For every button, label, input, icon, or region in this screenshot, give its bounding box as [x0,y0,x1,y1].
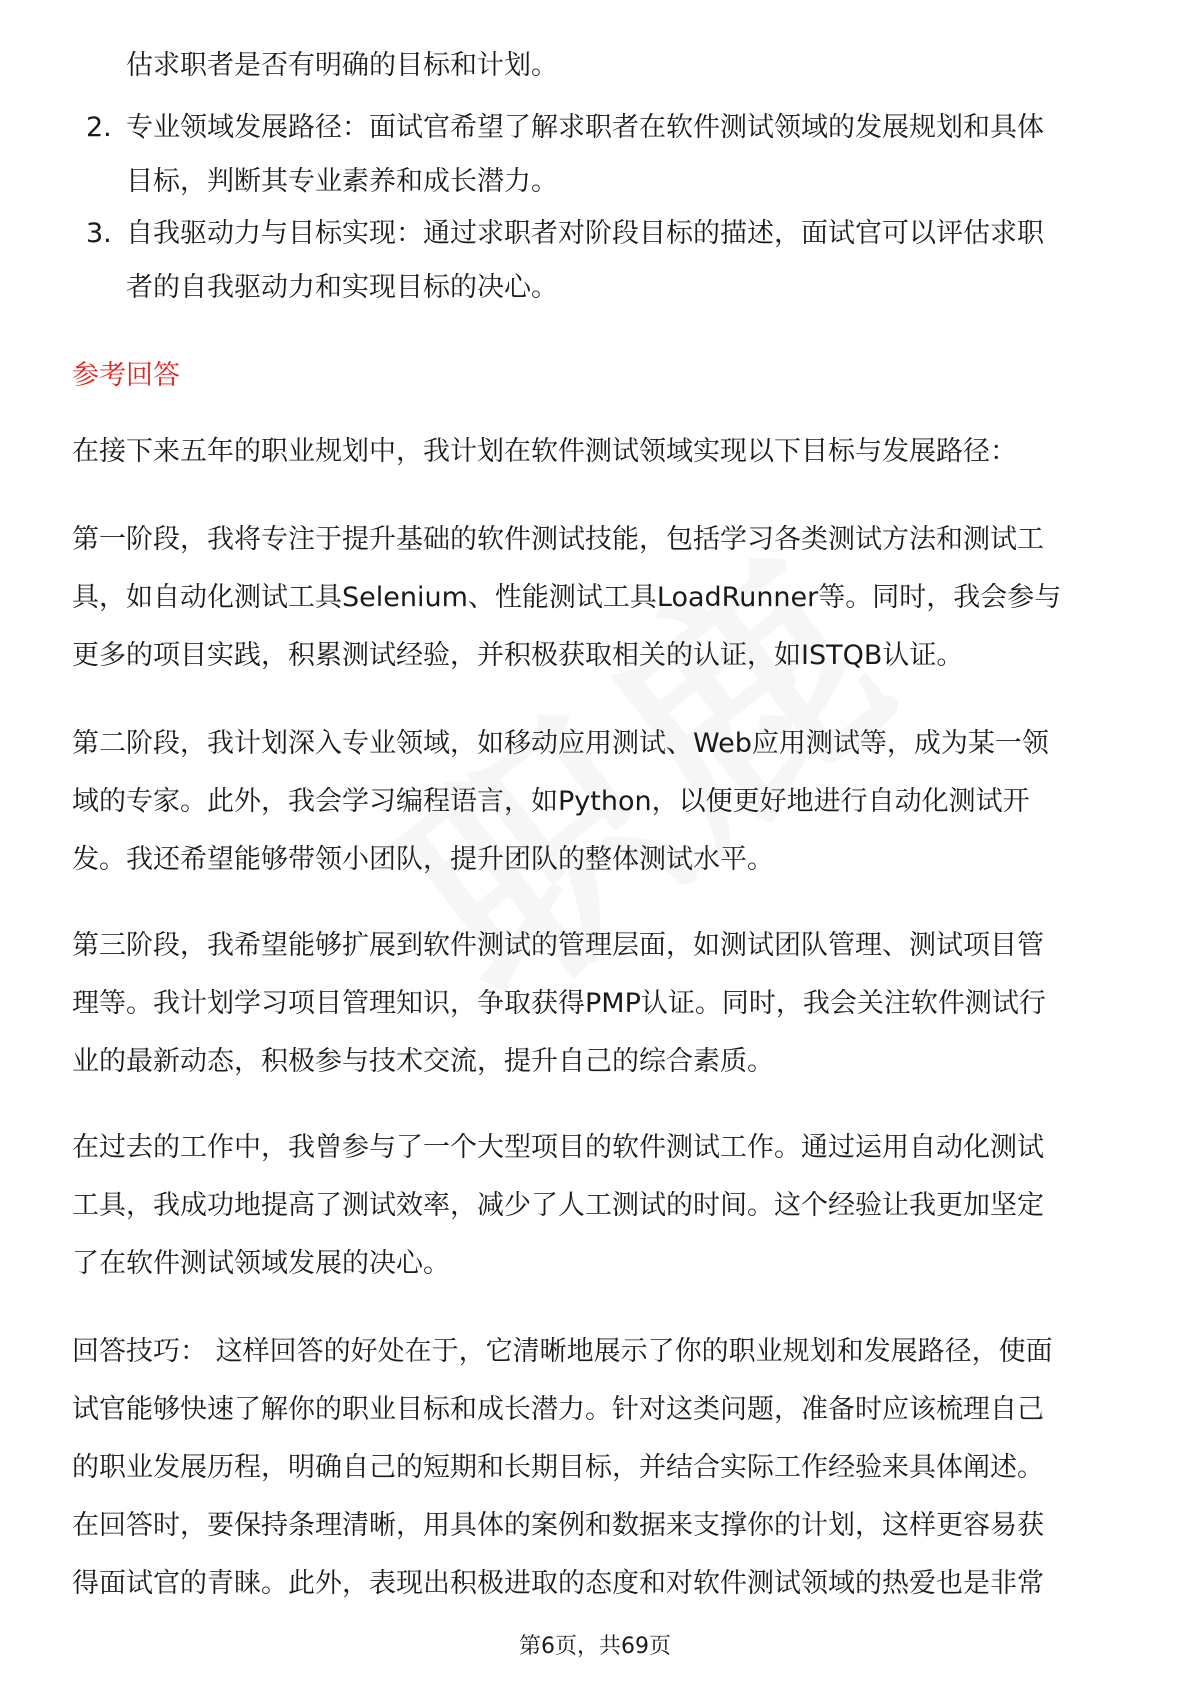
paragraph-line: 试官能够快速了解你的职业目标和成长潜力。针对这类问题，准备时应该梳理自己 [72,1394,1044,1425]
section-heading: 参考回答 [72,360,180,391]
intro-continuation-line: 估求职者是否有明确的目标和计划。 [126,50,558,81]
paragraph-line: 域的专家。此外，我会学习编程语言，如Python，以便更好地进行自动化测试开 [72,786,1030,817]
paragraph-line: 工具，我成功地提高了测试效率，减少了人工测试的时间。这个经验让我更加坚定 [72,1190,1044,1221]
list-item-line: 专业领域发展路径：面试官希望了解求职者在软件测试领域的发展规划和具体 [126,112,1044,143]
paragraph-line: 的职业发展历程，明确自己的短期和长期目标，并结合实际工作经验来具体阐述。 [72,1452,1044,1483]
paragraph-line: 具，如自动化测试工具Selenium、性能测试工具LoadRunner等。同时，我会参与 [72,582,1062,613]
paragraph-line: 发。我还希望能够带领小团队，提升团队的整体测试水平。 [72,844,774,875]
list-item-number: 3. [86,218,112,249]
paragraph-line: 第二阶段，我计划深入专业领域，如移动应用测试、Web应用测试等，成为某一领 [72,728,1049,759]
paragraph-line: 第一阶段，我将专注于提升基础的软件测试技能，包括学习各类测试方法和测试工 [72,524,1044,555]
list-item-line: 者的自我驱动力和实现目标的决心。 [126,272,558,303]
page-footer: 第6页，共69页 [519,1634,671,1659]
paragraph-line: 第三阶段，我希望能够扩展到软件测试的管理层面，如测试团队管理、测试项目管 [72,930,1044,961]
paragraph-line: 在接下来五年的职业规划中，我计划在软件测试领域实现以下目标与发展路径： [72,436,1017,467]
paragraph-line: 回答技巧： 这样回答的好处在于，它清晰地展示了你的职业规划和发展路径，使面 [72,1336,1053,1367]
paragraph-line: 在过去的工作中，我曾参与了一个大型项目的软件测试工作。通过运用自动化测试 [72,1132,1044,1163]
list-item-number: 2. [86,112,112,143]
paragraph-line: 理等。我计划学习项目管理知识，争取获得PMP认证。同时，我会关注软件测试行 [72,988,1046,1019]
list-item-line: 自我驱动力与目标实现：通过求职者对阶段目标的描述，面试官可以评估求职 [126,218,1044,249]
paragraph-line: 了在软件测试领域发展的决心。 [72,1248,450,1279]
list-item-line: 目标，判断其专业素养和成长潜力。 [126,166,558,197]
paragraph-line: 更多的项目实践，积累测试经验，并积极获取相关的认证，如ISTQB认证。 [72,640,964,671]
paragraph-line: 在回答时，要保持条理清晰，用具体的案例和数据来支撑你的计划，这样更容易获 [72,1510,1044,1541]
paragraph-line: 业的最新动态，积极参与技术交流，提升自己的综合素质。 [72,1046,774,1077]
paragraph-line: 得面试官的青睐。此外，表现出积极进取的态度和对软件测试领域的热爱也是非常 [72,1568,1044,1599]
